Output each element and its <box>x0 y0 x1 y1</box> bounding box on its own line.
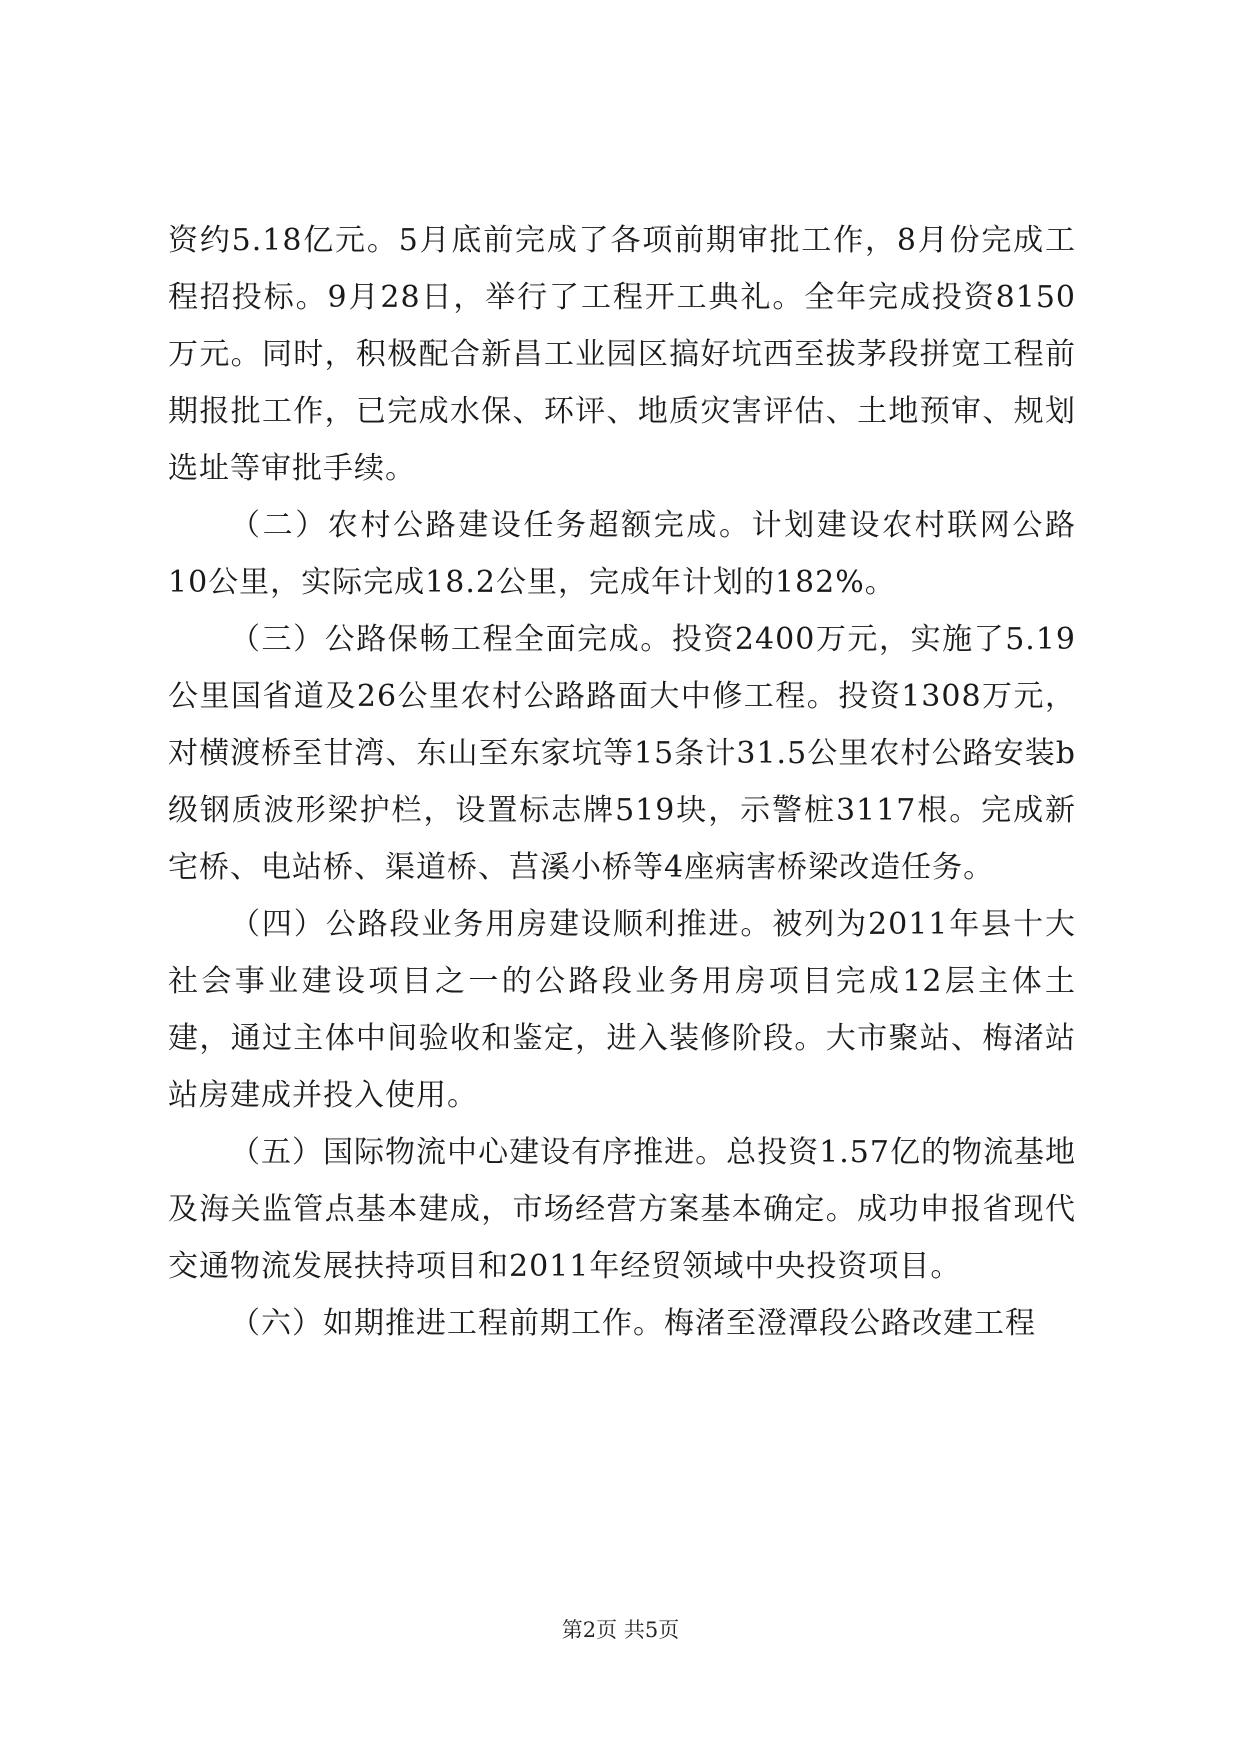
paragraph-continuation: 资约5.18亿元。5月底前完成了各项前期审批工作，8月份完成工程招投标。9月28日，举行了工程开工典礼。全年完成投资8150万元。同时，积极配合新昌工业园区搞好坑西至拔茅段拼宽工程前期报批工作，已完成水保、环评、地质灾害评估、土地预审、规划选址等审批手续。 <box>168 223 1076 486</box>
paragraph-section-6: （六）如期推进工程前期工作。梅渚至澄潭段公路改建工程 <box>230 1306 1036 1341</box>
paragraph-section-4: （四）公路段业务用房建设顺利推进。被列为2011年县十大社会事业建设项目之一的公路段业务用房项目完成12层主体土建，通过主体中间验收和鉴定，进入装修阶段。大市聚站、梅渚站站房建成并投入使用。 <box>168 907 1076 1113</box>
document-body <box>168 212 1076 1352</box>
paragraph-section-2: （二）农村公路建设任务超额完成。计划建设农村联网公路10公里，实际完成18.2公里，完成年计划的182%。 <box>168 508 1076 600</box>
page-number-footer: 第2页 共5页 <box>561 1618 680 1642</box>
paragraph-section-3: （三）公路保畅工程全面完成。投资2400万元，实施了5.19公里国省道及26公里农村公路路面大中修工程。投资1308万元，对横渡桥至甘湾、东山至东家坑等15条计31.5公里农村公路安装b级钢质波形梁护栏，设置标志牌519块，示警桩3117根。完成新宅桥、电站桥、渠道桥、莒溪小桥等4座病害桥梁改造任务。 <box>168 622 1076 885</box>
paragraph-section-5: （五）国际物流中心建设有序推进。总投资1.57亿的物流基地及海关监管点基本建成，市场经营方案基本确定。成功申报省现代交通物流发展扶持项目和2011年经贸领域中央投资项目。 <box>168 1135 1076 1284</box>
